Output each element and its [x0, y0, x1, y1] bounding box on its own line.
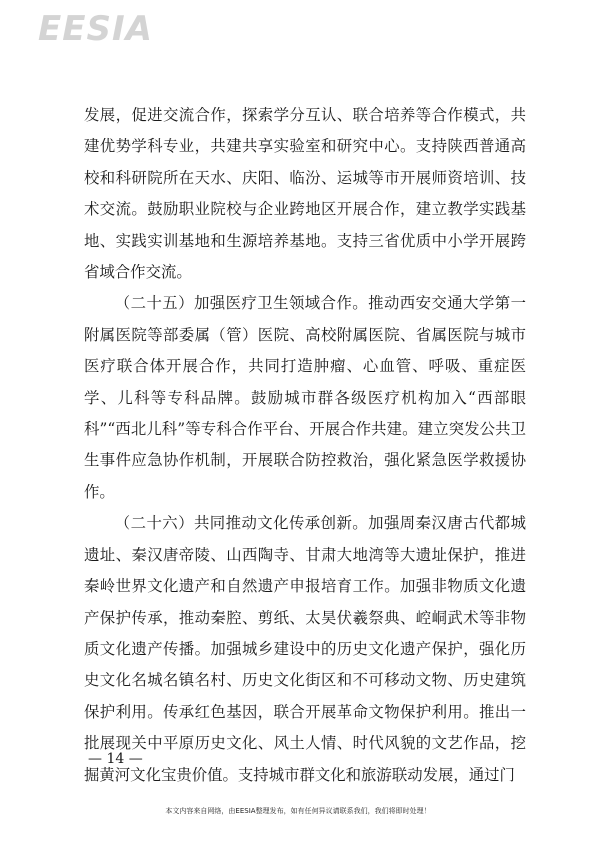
eesia-logo: EESIA	[38, 9, 153, 49]
document-body	[84, 100, 526, 791]
page-number: — 14 —	[88, 751, 143, 767]
paragraph-education-cooperation: 发展，促进交流合作，探索学分互认、联合培养等合作模式，共建优势学科专业，共建共享实验室和研究中心。支持陕西普通高校和科研院所在天水、庆阳、临汾、运城等市开展师资培训、技术交流。鼓励职业院校与企业跨地区开展合作，建立教学实践基地、实践实训基地和生源培养基地。支持三省优质中小学开展跨省域合作交流。	[84, 106, 526, 282]
footer-disclaimer: 本文内容来自网络，由EESIA整理发布，如有任何异议请联系我们，我们将即时处理！	[165, 807, 431, 815]
paragraph-cultural-heritage: （二十六）共同推动文化传承创新。加强周秦汉唐古代都城遗址、秦汉唐帝陵、山西陶寺、甘肃大地湾等大遗址保护，推进秦岭世界文化遗产和自然遗产申报培育工作。加强非物质文化遗产保护传承，推动秦腔、剪纸、太昊伏羲祭典、崆峒武术等非物质文化遗产传播。加强城乡建设中的历史文化遗产保护，强化历史文化名城名镇名村、历史文化街区和不可移动文物、历史建筑保护利用。传承红色基因，联合开展革命文物保护利用。推出一批展现关中平原历史文化、风土人情、时代风貌的文艺作品，挖掘黄河文化宝贵价值。支持城市群文化和旅游联动发展，通过门	[84, 514, 526, 784]
paragraph-medical-cooperation: （二十五）加强医疗卫生领域合作。推动西安交通大学第一附属医院等部委属（管）医院、高校附属医院、省属医院与城市医疗联合体开展合作，共同打造肿瘤、心血管、呼吸、重症医学、儿科等专科品牌。鼓励城市群各级医疗机构加入“西部眼科”“西北儿科”等专科合作平台、开展合作共建。建立突发公共卫生事件应急协作机制，开展联合防控救治，强化紧急医学救援协作。	[84, 294, 526, 501]
